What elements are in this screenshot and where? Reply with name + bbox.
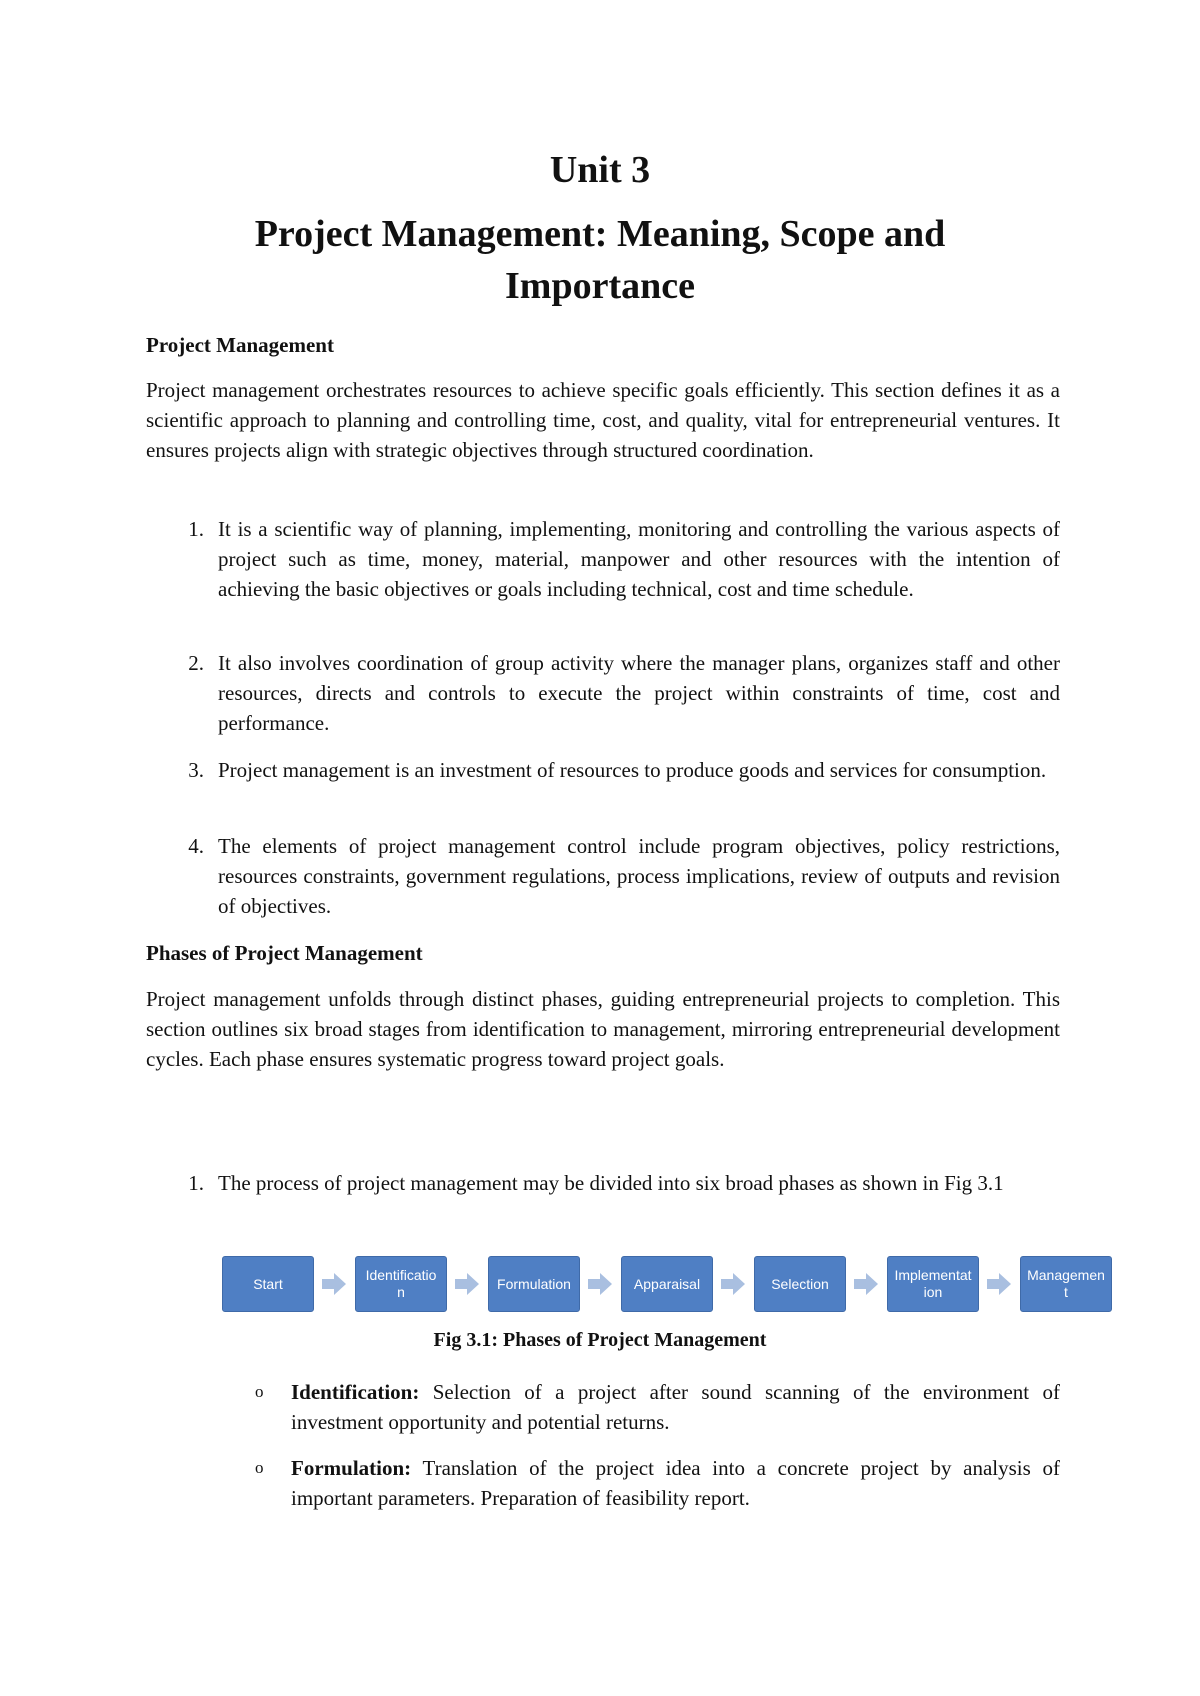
phases-flow-diagram <box>222 1256 1122 1316</box>
list-item-text: It also involves coordination of group activity where the manager plans, organizes staff and other resources, directs and controls to execute the project within constraints of time, cost and performance. <box>218 651 1060 735</box>
list-item-text: Project management is an investment of resources to produce goods and services for consumption. <box>218 758 1047 782</box>
bullet-text: Translation of the project idea into a concrete project by analysis of important parameters. Preparation of feasibility report. <box>291 1456 1060 1510</box>
phase-box-identification: Identificatio n <box>355 1256 447 1312</box>
bullet-item <box>255 1377 1061 1437</box>
right-arrow-icon <box>852 1270 880 1298</box>
phase-box-formulation: Formulation <box>488 1256 580 1312</box>
bullet-term: Identification: <box>291 1380 420 1404</box>
list-item <box>188 1168 1060 1198</box>
bullet-marker: o <box>255 1458 264 1477</box>
unit-title: Unit 3 <box>549 149 651 191</box>
right-arrow-icon <box>320 1270 348 1298</box>
figure-caption <box>0 1326 1200 1354</box>
list-item <box>188 831 1060 921</box>
bullet-text: Selection of a project after sound scanning of the environment of investment opportunity and potential returns. <box>291 1380 1061 1434</box>
right-arrow-icon <box>985 1270 1013 1298</box>
bullet-item <box>255 1453 1060 1513</box>
page-title-line2: Importance <box>505 265 695 307</box>
right-arrow-icon <box>586 1270 614 1298</box>
bullet-marker: o <box>255 1382 264 1401</box>
list-item <box>188 755 1060 785</box>
list-item-text: The process of project management may be divided into six broad phases as shown in Fig 3.1 <box>218 1171 1004 1195</box>
right-arrow-icon <box>453 1270 481 1298</box>
section-heading-phases: Phases of Project Management <box>146 941 423 965</box>
phase-box-start: Start <box>222 1256 314 1312</box>
list-item <box>188 648 1060 738</box>
phase-box-implementation: Implementat ion <box>887 1256 979 1312</box>
bullet-term: Formulation: <box>291 1456 412 1480</box>
phases-intro-paragraph: Project management unfolds through distinct phases, guiding entrepreneurial projects to completion. This section outlines six broad stages from identification to management, mirroring entrepreneurial development cycles. Each phase ensures systematic progress toward project goals. <box>146 987 1060 1071</box>
list-item <box>188 514 1060 604</box>
figure-caption-text: Phases of Project Management <box>502 1329 767 1351</box>
page-title-line1: Project Management: Meaning, Scope and <box>254 213 946 255</box>
phase-box-selection: Selection <box>754 1256 846 1312</box>
list-number: 3. <box>188 758 204 782</box>
list-item-text: It is a scientific way of planning, implementing, monitoring and controlling the various aspects of project such as time, money, material, manpower and other resources with the intention of achieving the basic objectives or goals including technical, cost and time schedule. <box>218 517 1060 601</box>
phase-box-management: Managemen t <box>1020 1256 1112 1312</box>
list-item-text: The elements of project management control include program objectives, policy restrictions, resources constraints, government regulations, process implications, review of outputs and revision of objectives. <box>218 834 1060 918</box>
list-number: 1. <box>188 1171 204 1195</box>
figure-caption-label: Fig 3.1: <box>433 1329 498 1351</box>
list-number: 4. <box>188 834 204 858</box>
list-number: 2. <box>188 651 204 675</box>
phase-box-appraisal: Apparaisal <box>621 1256 713 1312</box>
list-number: 1. <box>188 517 204 541</box>
intro-paragraph: Project management orchestrates resources to achieve specific goals efficiently. This section defines it as a scientific approach to planning and controlling time, cost, and quality, vital for entrepreneurial ventures. It ensures projects align with strategic objectives through structured coordination. <box>146 378 1060 462</box>
right-arrow-icon <box>719 1270 747 1298</box>
section-heading-project-management: Project Management <box>146 333 334 357</box>
